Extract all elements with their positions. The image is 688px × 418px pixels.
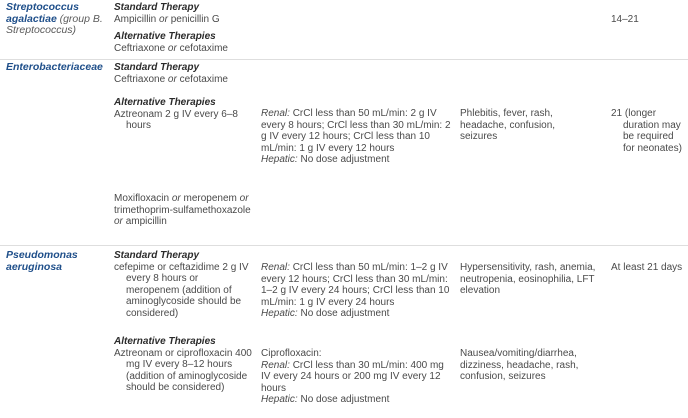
hepatic-dosing: Hepatic: No dose adjustment xyxy=(261,394,390,405)
organism-enterobacteriaceae: Enterobacteriaceae xyxy=(6,61,103,73)
pseudo-standard-adverse: Hypersensitivity, rash, anemia, neutropenia, eosinophilia, LFT elevation xyxy=(460,262,596,296)
pseudo-alternative-dosing: Ciprofloxacin: Renal: CrCl less than 30 mL/min: 400 mg IV every 24 hours or 200 mg IV every 12 hours Hepatic: No dose adjustment xyxy=(261,348,453,406)
pseudo-duration: At least 21 days xyxy=(611,262,683,273)
standard-therapy-heading: Standard Therapy xyxy=(114,250,200,261)
entero-duration-cell: 21 (longer duration may be required for neonates) xyxy=(611,108,682,154)
entero-alternative-cell xyxy=(114,97,254,132)
standard-drugs: cefepime or ceftazidime 2 g IV every 8 hours or meropenem (addition of aminoglycoside should be considered) xyxy=(114,261,249,319)
alternative-drugs: Aztreonam 2 g IV every 6–8 hours xyxy=(114,108,238,131)
pseudo-standard-cell xyxy=(114,250,254,319)
alternative-drugs: Ceftriaxone or cefotaxime xyxy=(114,42,228,54)
duration-cell: 14–21 xyxy=(611,14,639,25)
alternative-therapies-heading: Alternative Therapies xyxy=(114,97,216,108)
hepatic-dosing: Hepatic: No dose adjustment xyxy=(261,308,390,319)
strep-therapy-cell xyxy=(114,2,254,54)
entero-adverse-cell: Phlebitis, fever, rash, headache, confusion, seizures xyxy=(460,108,556,142)
organism-pseudomonas: Pseudomonas aeruginosa xyxy=(6,249,78,273)
standard-drugs: Ampicillin or penicillin G xyxy=(114,13,220,25)
pseudo-standard-dosing xyxy=(261,262,453,320)
entero-standard-cell xyxy=(114,62,254,85)
alternative-therapies-heading: Alternative Therapies xyxy=(114,336,216,347)
entero-dosing-cell xyxy=(261,108,451,166)
standard-drugs: Ceftriaxone or cefotaxime xyxy=(114,73,228,85)
row-divider xyxy=(0,245,688,246)
renal-dosing: Renal: CrCl less than 30 mL/min: 400 mg IV every 24 hours or 200 mg IV every 12 hours xyxy=(261,359,444,394)
row-divider xyxy=(0,59,688,60)
organism-strep-agalactiae: Streptococcus agalactiae (group B. Streptococcus) xyxy=(6,1,103,36)
standard-therapy-heading: Standard Therapy xyxy=(114,2,200,13)
renal-dosing: Renal: CrCl less than 50 mL/min: 2 g IV every 8 hours; CrCl less than 30 mL/min: 2 g IV every 12 hours; CrCl less than 10 mL/min: 1 g IV every 12 hours xyxy=(261,108,451,154)
renal-dosing: Renal: CrCl less than 50 mL/min: 1–2 g IV every 12 hours; CrCl less than 30 mL/min: 1–2 g IV every 24 hours; CrCl less than 10 mL/min: 1 g IV every 24 hours xyxy=(261,262,450,308)
pseudo-alternative-cell xyxy=(114,336,254,394)
hepatic-dosing: Hepatic: No dose adjustment xyxy=(261,154,390,165)
alternative-therapies-heading: Alternative Therapies xyxy=(114,31,216,42)
entero-extra-drugs: Moxifloxacin or meropenem or trimethoprim-sulfamethoxazole or ampicillin xyxy=(114,193,251,227)
standard-therapy-heading: Standard Therapy xyxy=(114,62,200,73)
alternative-drugs: Aztreonam or ciprofloxacin 400 mg IV every 8–12 hours (addition of aminoglycoside should be considered) xyxy=(114,347,252,393)
pseudo-alternative-adverse: Nausea/vomiting/diarrhea, dizziness, headache, rash, confusion, seizures xyxy=(460,348,579,382)
